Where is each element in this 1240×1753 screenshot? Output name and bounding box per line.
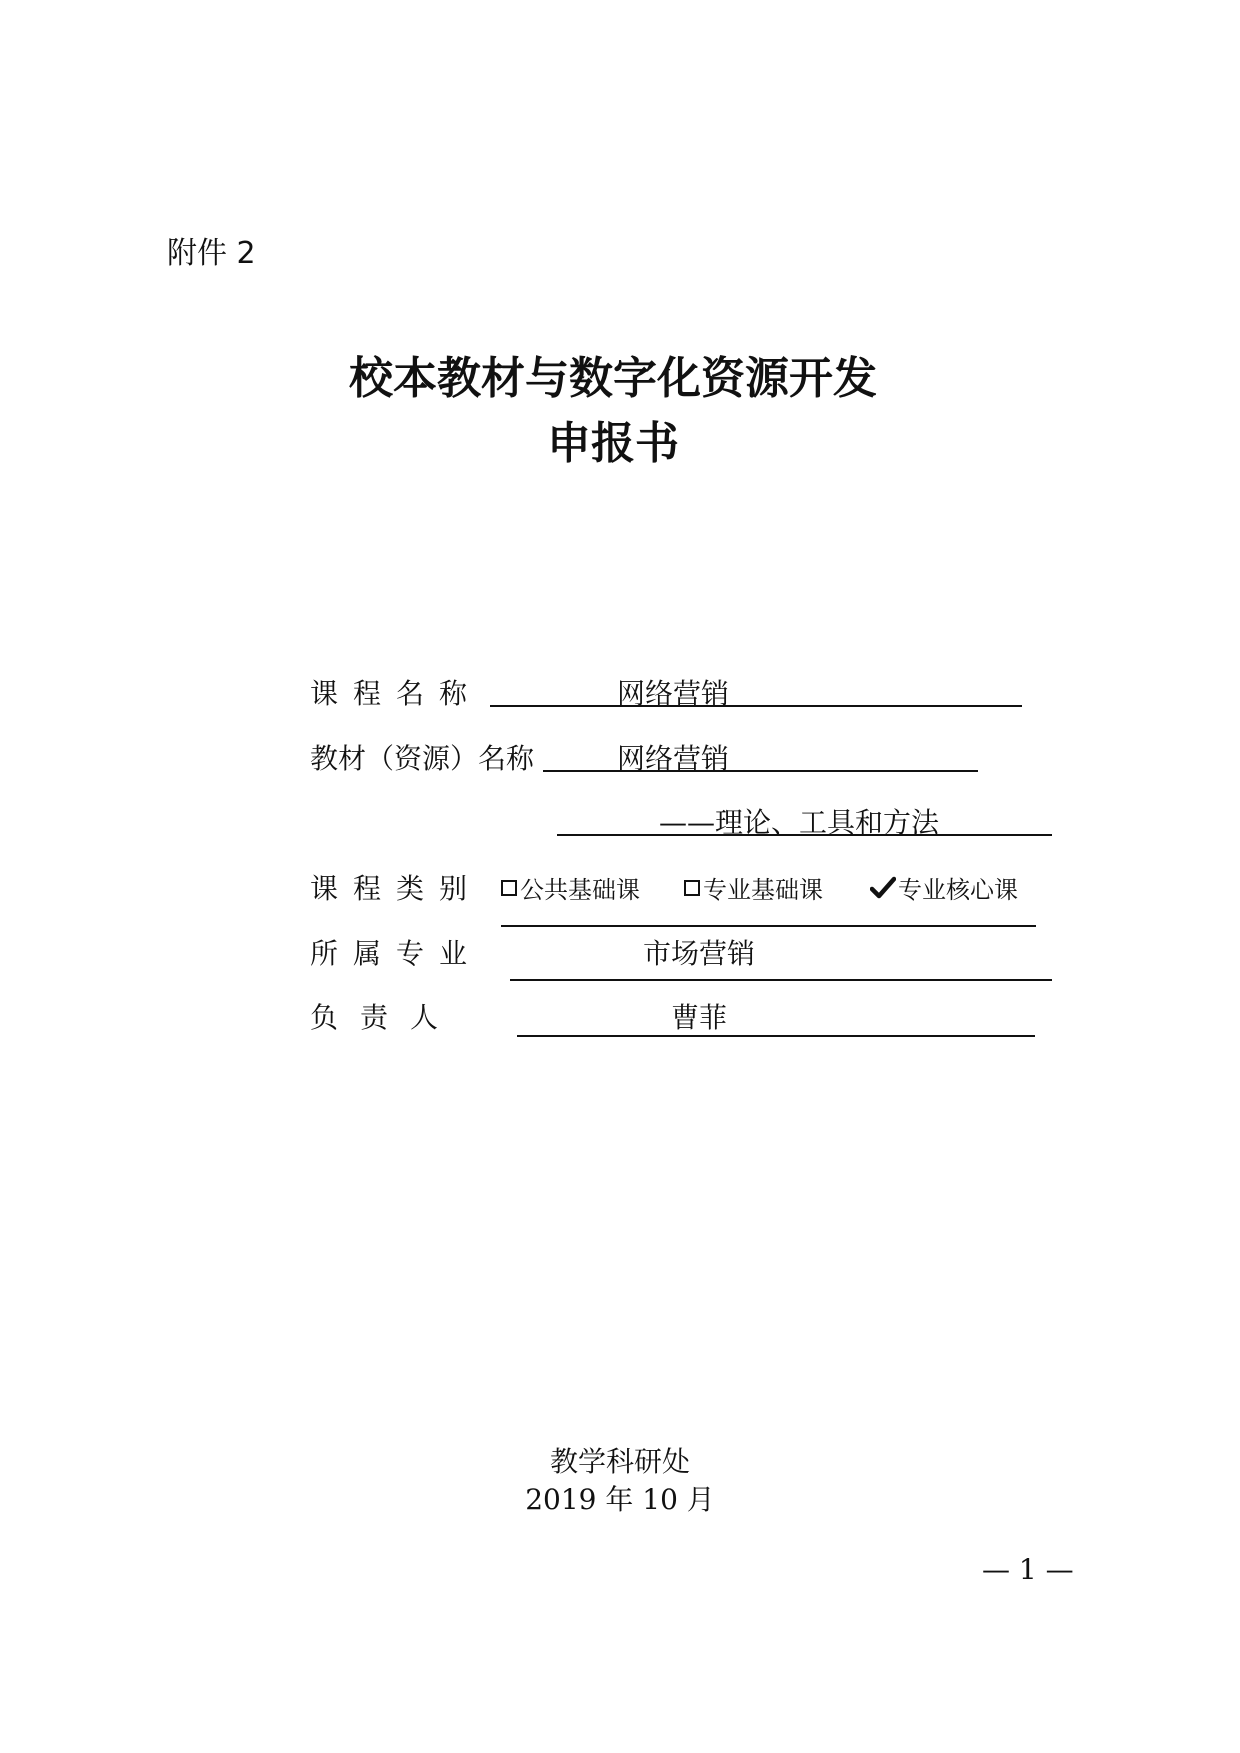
material-subtitle-value: ——理论、工具和方法	[659, 806, 940, 839]
checkbox-empty-icon[interactable]	[501, 880, 517, 896]
course-category-label: 课程类别	[310, 872, 483, 905]
category-option-label: 专业基础课	[703, 876, 823, 904]
major-underline	[510, 979, 1052, 981]
owner-underline	[517, 1035, 1035, 1037]
document-title: 校本教材与数字化资源开发	[349, 353, 877, 404]
material-name-value: 网络营销	[617, 742, 730, 775]
category-option-public-basic[interactable]	[501, 870, 640, 905]
checkbox-empty-icon[interactable]	[684, 880, 700, 896]
page-number: — 1 —	[982, 1553, 1074, 1586]
course-category-underline	[501, 925, 1036, 927]
attachment-label: 附件 2	[167, 236, 256, 271]
checkmark-icon[interactable]	[870, 876, 896, 900]
category-option-label: 专业核心课	[898, 876, 1018, 904]
issuing-department: 教学科研处	[549, 1445, 690, 1478]
major-label: 所属专业	[310, 937, 483, 970]
category-option-label: 公共基础课	[520, 876, 640, 904]
document-subtitle: 申报书	[547, 418, 679, 469]
material-subtitle-underline	[557, 834, 1052, 836]
course-name-label: 课程名称	[310, 677, 483, 710]
material-name-underline	[543, 770, 978, 772]
course-name-value: 网络营销	[617, 677, 730, 710]
course-name-underline	[490, 705, 1022, 707]
category-option-major-basic[interactable]	[684, 870, 823, 905]
major-value: 市场营销	[643, 937, 756, 970]
owner-value: 曹菲	[671, 1001, 728, 1034]
owner-label: 负责人	[310, 1001, 461, 1034]
issue-date: 2019 年 10 月	[525, 1483, 715, 1516]
material-name-label: 教材（资源）名称	[310, 742, 535, 775]
category-option-major-core[interactable]	[870, 870, 1018, 905]
